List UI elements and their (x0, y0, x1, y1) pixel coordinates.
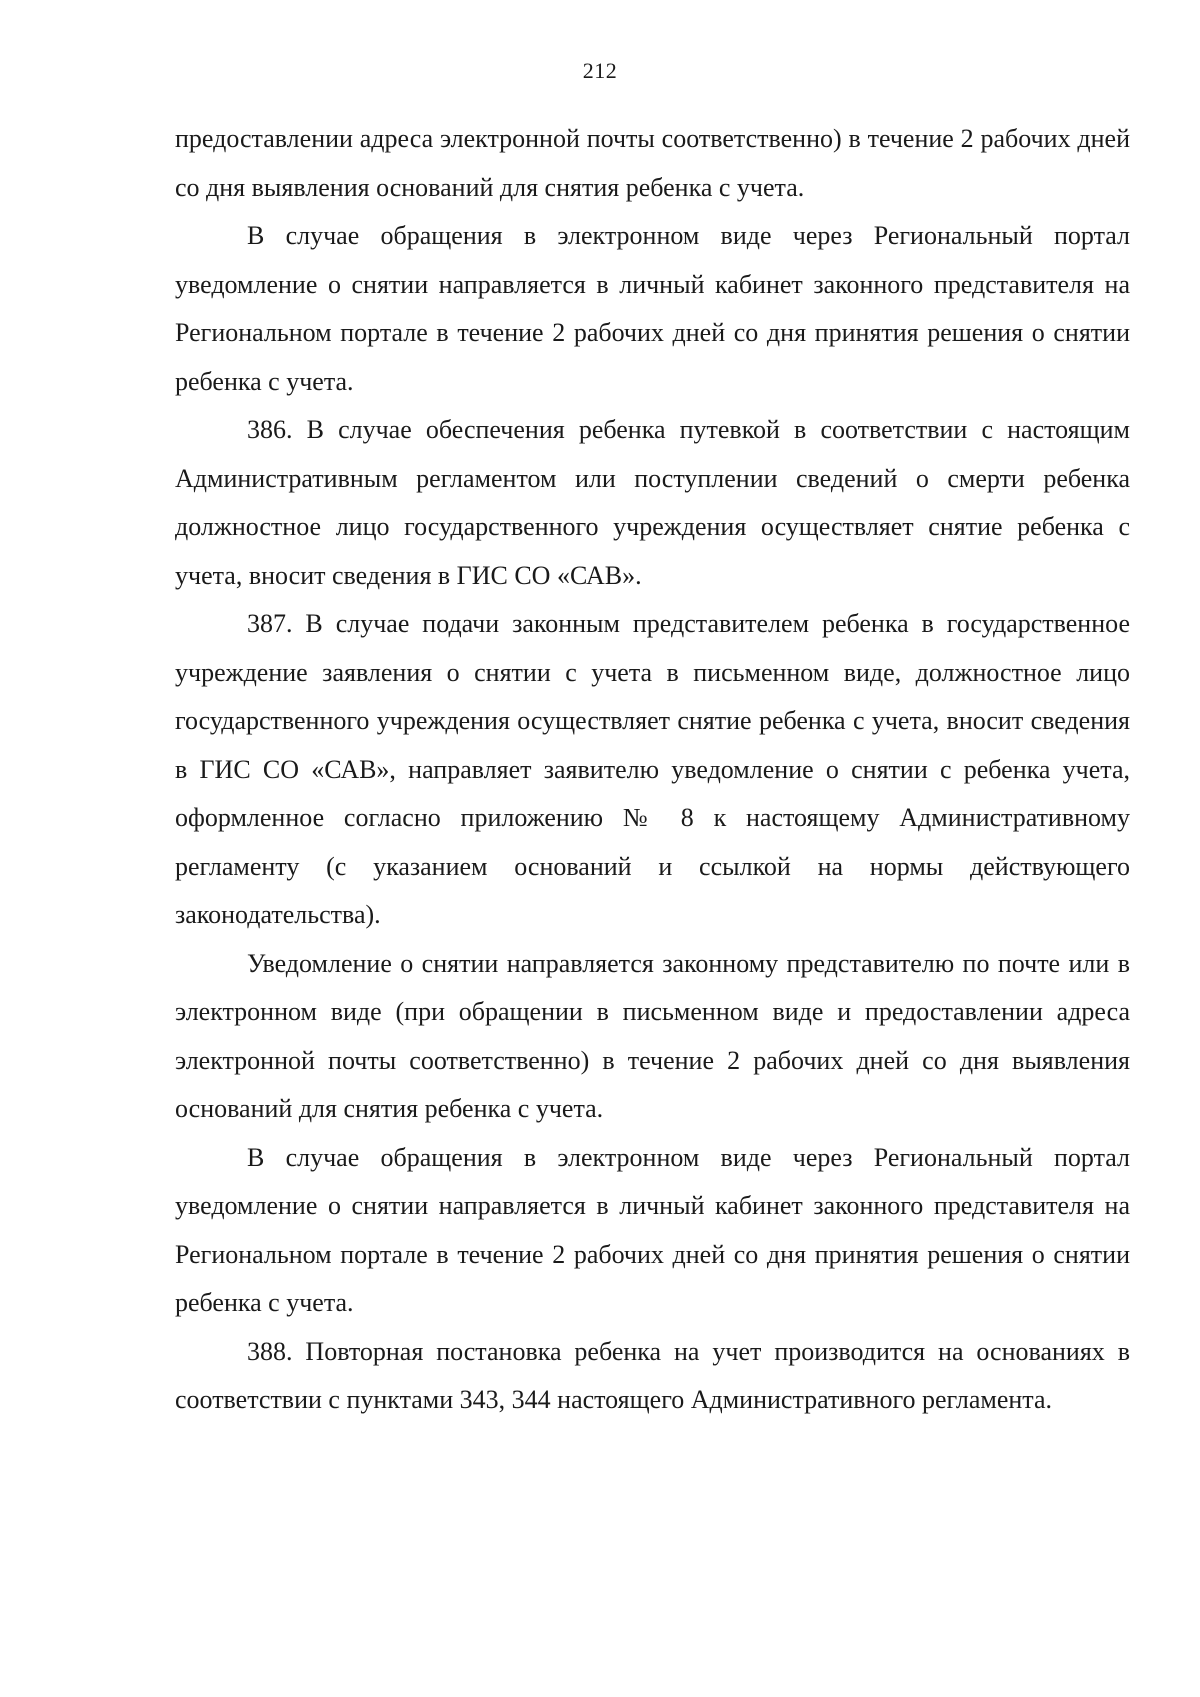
paragraph-387: 387. В случае подачи законным представителем ребенка в государственное учреждение заявления о снятии с учета в письменном виде, должностное лицо государственного учреждения осуществляет снятие ребенка с учета, вносит сведения в ГИС СО «САВ», направляет заявителю уведомление о снятии с ребенка учета, оформленное согласно приложению № 8 к настоящему Административному регламенту (с указанием оснований и ссылкой на нормы действующего законодательства). (175, 609, 1130, 929)
paragraph-electronic-portal: В случае обращения в электронном виде через Региональный портал уведомление о снятии направляется в личный кабинет законного представителя на Региональном портале в течение 2 рабочих дней со дня принятия решения о снятии ребенка с учета. (175, 1142, 1130, 1317)
page-number: 212 (582, 58, 618, 83)
body-text (175, 115, 1130, 1425)
paragraph-1: предоставлении адреса электронной почты соответственно) в течение 2 рабочих дней со дня выявления оснований для снятия ребенка с учета. (175, 124, 1130, 202)
paragraph-2: В случае обращения в электронном виде через Региональный портал уведомление о снятии направляется в личный кабинет законного представителя на Региональном портале в течение 2 рабочих дней со дня принятия решения о снятии ребенка с учета. (175, 221, 1130, 396)
paragraph-notification: Уведомление о снятии направляется законному представителю по почте или в электронном виде (при обращении в письменном виде и предоставлении адреса электронной почты соответственно) в течение 2 рабочих дней со дня выявления оснований для снятия ребенка с учета. (175, 948, 1130, 1123)
paragraph-386: 386. В случае обеспечения ребенка путевкой в соответствии с настоящим Административным регламентом или поступлении сведений о смерти ребенка должностное лицо государственного учреждения осуществляет снятие ребенка с учета, вносит сведения в ГИС СО «САВ». (175, 415, 1130, 590)
paragraph-388: 388. Повторная постановка ребенка на учет производится на основаниях в соответствии с пунктами 343, 344 настоящего Административного регламента. (175, 1336, 1130, 1414)
